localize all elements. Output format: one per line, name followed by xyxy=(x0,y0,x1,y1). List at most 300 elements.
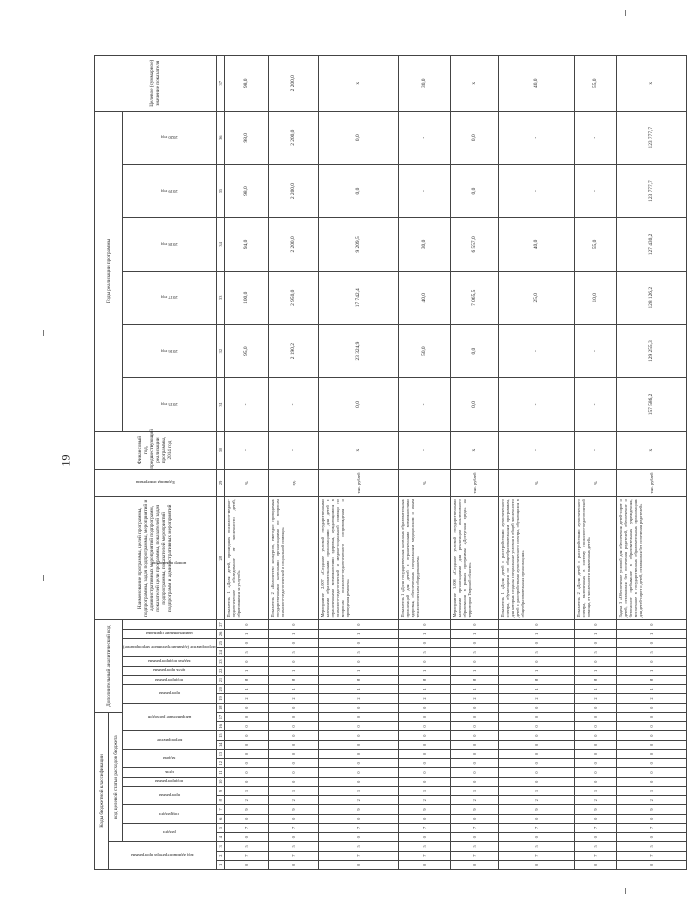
code-digit: 8 xyxy=(318,675,398,684)
column-number: 19 xyxy=(216,694,224,703)
code-digit: 1 xyxy=(318,786,398,795)
column-number: 22 xyxy=(216,666,224,675)
column-number-row xyxy=(216,56,224,870)
row-year-value: 9 209,5 xyxy=(318,218,398,271)
row-year-value: - xyxy=(268,378,318,431)
row-fin-year: - xyxy=(574,431,616,469)
row-year-value: 0,0 xyxy=(318,164,398,217)
code-digit: 0 xyxy=(498,712,574,721)
code-digit: 0 xyxy=(224,657,268,666)
code-digit: 0 xyxy=(616,712,686,721)
row-year-value: 123 777,7 xyxy=(616,164,686,217)
row-name: Показатель 2 «Количество конкурсов, ежегодно проводимых государственными казенными организациями по вопросам психолого-педагогической и социальной помощи» xyxy=(268,497,318,620)
row-year-value: - xyxy=(498,111,574,164)
column-number: 29 xyxy=(216,469,224,497)
tsel-header: цель xyxy=(164,770,174,776)
row-year-value: 100,0 xyxy=(224,271,268,324)
row-year-value: 2 950,0 xyxy=(268,271,318,324)
code-digit: 0 xyxy=(574,703,616,712)
code-digit: 7 xyxy=(398,823,450,832)
code-digit: 0 xyxy=(498,740,574,749)
code-digit: 9 xyxy=(318,805,398,814)
year-2018-header: 2018 год xyxy=(160,241,178,247)
year-2015-header: 2015 год xyxy=(160,401,178,407)
year-2019-header: 2019 год xyxy=(160,188,178,194)
codes-group-header: Коды бюджетной классификации xyxy=(95,712,109,869)
code-digit: 0 xyxy=(574,620,616,629)
code-digit: 0 xyxy=(616,749,686,758)
column-number: 13 xyxy=(216,749,224,758)
code-digit: 8 xyxy=(498,675,574,684)
code-digit: 0 xyxy=(450,740,498,749)
code-digit: 1 xyxy=(616,666,686,675)
code-digit: 1 xyxy=(616,629,686,638)
table-row xyxy=(224,56,268,870)
code-digit: 2 xyxy=(224,796,268,805)
unit-column-header: Единица измерения xyxy=(135,480,175,486)
row-unit: % xyxy=(398,469,450,497)
code-digit: 0 xyxy=(498,749,574,758)
code-digit: 2 xyxy=(574,796,616,805)
table-row xyxy=(574,56,616,870)
code-digit: 0 xyxy=(398,722,450,731)
code-digit: 1 xyxy=(398,786,450,795)
code-digit: 0 xyxy=(574,639,616,648)
row-target: х xyxy=(616,56,686,112)
binding-mark xyxy=(43,575,44,581)
row-year-value: 25,0 xyxy=(498,271,574,324)
analytic-group-header: Дополнительный аналитический код xyxy=(95,620,123,712)
code-digit: 0 xyxy=(574,759,616,768)
row-name: Показатель 2 «Доля детей с расстройствами аутистического спектра, включенных в систему психолого-педагогической помощи, от численности выявленных детей» xyxy=(574,497,616,620)
row-fin-year: х xyxy=(450,431,498,469)
code-digit: 7 xyxy=(574,851,616,860)
code-digit: 0 xyxy=(498,860,574,869)
column-number: 11 xyxy=(216,768,224,777)
column-number: 33 xyxy=(216,271,224,324)
row-unit: % xyxy=(224,469,268,497)
code-digit: 0 xyxy=(224,731,268,740)
code-digit: 5 xyxy=(450,842,498,851)
row-year-value: 2 200,0 xyxy=(268,218,318,271)
razdel-header: раздел xyxy=(162,830,176,836)
column-number: 5 xyxy=(216,823,224,832)
row-unit: тыс. рублей xyxy=(318,469,398,497)
code-digit: 0 xyxy=(224,768,268,777)
binding-mark xyxy=(625,10,626,16)
column-number: 20 xyxy=(216,685,224,694)
code-digit: 8 xyxy=(398,675,450,684)
code-digit: 1 xyxy=(224,629,268,638)
code-digit: 0 xyxy=(318,657,398,666)
row-target: 2 200,0 xyxy=(268,56,318,112)
code-digit: 1 xyxy=(450,629,498,638)
column-number: 26 xyxy=(216,629,224,638)
code-digit: 0 xyxy=(450,860,498,869)
code-digit: 0 xyxy=(318,814,398,823)
code-digit: 0 xyxy=(224,860,268,869)
code-digit: 0 xyxy=(224,814,268,823)
code-digit: 2 xyxy=(398,694,450,703)
code-digit: 5 xyxy=(498,842,574,851)
table-row xyxy=(268,56,318,870)
row-name: Показатель 1 «Доля детей с расстройствами аутистического спектра, обучающихся по общеобразовательным программам, для которых созданы специальные условия в общей численности детей с расстройствами аутистического спектра, обучающихся в общеобразовательных организациях» xyxy=(498,497,574,620)
table-row xyxy=(450,56,498,870)
code-digit: 0 xyxy=(268,749,318,758)
code-digit: 0 xyxy=(616,620,686,629)
table-row xyxy=(398,56,450,870)
row-target: х xyxy=(318,56,398,112)
row-year-value: 0,0 xyxy=(318,111,398,164)
column-number: 2 xyxy=(216,851,224,860)
row-fin-year: - xyxy=(398,431,450,469)
row-year-value: 50,0 xyxy=(398,324,450,377)
code-digit: 0 xyxy=(574,712,616,721)
code-digit: 0 xyxy=(398,639,450,648)
code-digit: 0 xyxy=(268,833,318,842)
code-digit: 8 xyxy=(616,675,686,684)
code-digit: 0 xyxy=(398,814,450,823)
row-year-value: 23 324,9 xyxy=(318,324,398,377)
code-digit: 0 xyxy=(616,777,686,786)
code-digit: 0 xyxy=(398,740,450,749)
code-digit: 7 xyxy=(268,823,318,832)
table-row xyxy=(318,56,398,870)
code-digit: 2 xyxy=(398,796,450,805)
row-unit: тыс. рублей xyxy=(616,469,686,497)
code-digit: 0 xyxy=(450,759,498,768)
code-digit: 0 xyxy=(498,759,574,768)
code-digit: 1 xyxy=(574,666,616,675)
code-digit: 0 xyxy=(450,814,498,823)
code-digit: 0 xyxy=(450,833,498,842)
code-digit: 0 xyxy=(616,759,686,768)
row-name: Мероприятие 2.007 «Создание условий государственными казенными образовательными организациями для детей с ограниченными возможностями здоровья, нуждающимися в психолого-педагогической и медико-социальной помощи по вопросам психолого-педагогического сопровождения и проведения ремонта» xyxy=(318,497,398,620)
code-digit: 0 xyxy=(268,768,318,777)
code-digit: 0 xyxy=(318,620,398,629)
row-year-value: 40,0 xyxy=(498,218,574,271)
code-digit: 0 xyxy=(498,768,574,777)
row-year-value: - xyxy=(498,378,574,431)
code-digit: 7 xyxy=(268,851,318,860)
code-digit: 0 xyxy=(574,722,616,731)
code-digit: 0 xyxy=(224,777,268,786)
row-year-value: 2 190,2 xyxy=(268,324,318,377)
row-year-value: 2 200,0 xyxy=(268,164,318,217)
code-digit: 1 xyxy=(616,786,686,795)
code-digit: 5 xyxy=(318,842,398,851)
column-number: 34 xyxy=(216,218,224,271)
column-number: 9 xyxy=(216,786,224,795)
code-digit: 0 xyxy=(318,759,398,768)
code-digit: 0 xyxy=(398,777,450,786)
code-digit: 0 xyxy=(574,777,616,786)
code-digit: 8 xyxy=(224,675,268,684)
row-year-value: 98,0 xyxy=(224,111,268,164)
code-digit: 1 xyxy=(318,685,398,694)
code-digit: 0 xyxy=(616,657,686,666)
code-digit: 0 xyxy=(450,768,498,777)
column-number: 12 xyxy=(216,759,224,768)
code-digit: 1 xyxy=(450,666,498,675)
page-number: 19 xyxy=(58,454,73,467)
an-zadacha-header: задача подпрограммы xyxy=(147,659,191,665)
code-digit: 0 xyxy=(268,620,318,629)
code-digit: 0 xyxy=(318,833,398,842)
row-unit: % xyxy=(498,469,574,497)
code-digit: 0 xyxy=(574,657,616,666)
column-number: 32 xyxy=(216,324,224,377)
code-digit: 0 xyxy=(574,814,616,823)
code-digit: 1 xyxy=(224,666,268,675)
column-number: 31 xyxy=(216,378,224,431)
code-digit: 0 xyxy=(318,749,398,758)
code-digit: 1 xyxy=(224,786,268,795)
row-year-value: 129 255,3 xyxy=(616,324,686,377)
code-digit: 0 xyxy=(268,639,318,648)
code-digit: 9 xyxy=(450,805,498,814)
code-digit: 0 xyxy=(268,703,318,712)
code-digit: 0 xyxy=(398,768,450,777)
code-digit: 1 xyxy=(268,685,318,694)
code-digit: 0 xyxy=(268,759,318,768)
code-digit: 7 xyxy=(318,823,398,832)
code-digit: 0 xyxy=(498,639,574,648)
code-digit: 0 xyxy=(498,620,574,629)
code-digit: 0 xyxy=(224,722,268,731)
code-digit: 0 xyxy=(268,712,318,721)
code-digit: 1 xyxy=(268,629,318,638)
row-year-value: - xyxy=(224,378,268,431)
code-digit: 5 xyxy=(224,842,268,851)
code-digit: 1 xyxy=(268,666,318,675)
code-digit: 1 xyxy=(224,685,268,694)
row-name: Мероприятие 3.008 «Создание условий государственными казенными организациями для реализации инклюзивного образования в рамках программы «Доступная среда» на территории Тверской области» xyxy=(450,497,498,620)
code-digit: 0 xyxy=(574,860,616,869)
code-digit: 7 xyxy=(450,823,498,832)
code-digit: 7 xyxy=(224,823,268,832)
code-digit: 2 xyxy=(450,694,498,703)
code-digit: 2 xyxy=(498,694,574,703)
code-digit: 5 xyxy=(616,842,686,851)
code-digit: 0 xyxy=(398,860,450,869)
row-fin-year: х xyxy=(318,431,398,469)
row-year-value: - xyxy=(574,324,616,377)
code-digit: 9 xyxy=(268,805,318,814)
column-number: 17 xyxy=(216,712,224,721)
column-number: 18 xyxy=(216,703,224,712)
code-digit: 0 xyxy=(574,833,616,842)
code-digit: 0 xyxy=(318,722,398,731)
code-digit: 0 xyxy=(318,712,398,721)
row-year-value: - xyxy=(398,111,450,164)
row-year-value: 95,0 xyxy=(224,324,268,377)
code-digit: 2 xyxy=(450,796,498,805)
code-digit: 1 xyxy=(616,685,686,694)
code-digit: 0 xyxy=(318,860,398,869)
an-programma-header: программа xyxy=(158,691,180,697)
code-digit: 2 xyxy=(498,796,574,805)
code-digit: 0 xyxy=(616,768,686,777)
an-priznak-header: наименование признака xyxy=(145,631,193,637)
code-digit: 1 xyxy=(398,629,450,638)
row-target: 98,0 xyxy=(224,56,268,112)
an-nomer-header: номер показателя xyxy=(152,560,187,566)
column-number: 7 xyxy=(216,805,224,814)
meropriyatie-header: мероприятие xyxy=(156,737,182,743)
code-digit: 0 xyxy=(398,657,450,666)
code-digit: 0 xyxy=(498,657,574,666)
rotated-table-wrapper xyxy=(94,55,655,870)
code-digit: 1 xyxy=(498,685,574,694)
napravlenie-header: направление расходов xyxy=(147,714,191,720)
code-digit: 5 xyxy=(398,842,450,851)
code-digit: 0 xyxy=(616,833,686,842)
code-digit: 1 xyxy=(450,685,498,694)
year-2017-header: 2017 год xyxy=(160,295,178,301)
row-unit: % xyxy=(574,469,616,497)
code-digit: 0 xyxy=(498,777,574,786)
row-year-value: - xyxy=(398,378,450,431)
code-digit: 0 xyxy=(268,731,318,740)
column-number: 36 xyxy=(216,111,224,164)
row-fin-year: - xyxy=(498,431,574,469)
code-digit: 1 xyxy=(498,666,574,675)
code-digit: 5 xyxy=(574,648,616,657)
row-year-value: 17 742,4 xyxy=(318,271,398,324)
landscape-sheet xyxy=(94,55,655,870)
code-digit: 7 xyxy=(574,823,616,832)
code-digit: 1 xyxy=(398,666,450,675)
row-year-value: 0,0 xyxy=(450,378,498,431)
code-digit: 2 xyxy=(224,694,268,703)
row-target: х xyxy=(450,56,498,112)
code-digit: 0 xyxy=(498,814,574,823)
table-row xyxy=(616,56,686,870)
column-number: 21 xyxy=(216,675,224,684)
code-digit: 0 xyxy=(616,639,686,648)
column-number: 8 xyxy=(216,796,224,805)
code-digit: 0 xyxy=(224,712,268,721)
code-digit: 0 xyxy=(574,740,616,749)
code-digit: 7 xyxy=(616,851,686,860)
code-digit: 0 xyxy=(268,657,318,666)
column-number: 37 xyxy=(216,56,224,112)
row-year-value: 30,0 xyxy=(398,218,450,271)
code-digit: 0 xyxy=(450,620,498,629)
row-year-value: 0,0 xyxy=(450,111,498,164)
code-digit: 1 xyxy=(450,786,498,795)
code-digit: 5 xyxy=(616,648,686,657)
row-year-value: 0,0 xyxy=(450,164,498,217)
row-year-value: 127 430,2 xyxy=(616,218,686,271)
row-year-value: - xyxy=(574,378,616,431)
row-unit: тыс. рублей xyxy=(450,469,498,497)
row-year-value: - xyxy=(574,164,616,217)
code-digit: 5 xyxy=(574,842,616,851)
row-fin-year: х xyxy=(616,431,686,469)
code-digit: 9 xyxy=(498,805,574,814)
code-digit: 0 xyxy=(398,749,450,758)
code-digit: 2 xyxy=(616,796,686,805)
code-digit: 0 xyxy=(318,639,398,648)
code-digit: 0 xyxy=(616,731,686,740)
code-digit: 2 xyxy=(318,796,398,805)
code-digit: 0 xyxy=(498,833,574,842)
row-year-value: 94,0 xyxy=(224,218,268,271)
code-digit: 7 xyxy=(224,851,268,860)
column-number: 15 xyxy=(216,731,224,740)
row-year-value: 123 777,7 xyxy=(616,111,686,164)
row-name: Задача 3 «Обеспечение условий для обеспечения детей-сирот и детей, оставшихся без попечения родителей, обеспечение и безопасное пребывание в образовательных учреждениях, воспитание в государственных образовательных организациях для детей-сирот и детей, оставшихся без попечения родителей» xyxy=(616,497,686,620)
column-number: 28 xyxy=(216,497,224,620)
code-digit: 0 xyxy=(398,731,450,740)
code-digit: 2 xyxy=(574,694,616,703)
code-digit: 7 xyxy=(450,851,498,860)
row-year-value: - xyxy=(574,111,616,164)
row-target: 55,0 xyxy=(574,56,616,112)
column-number: 27 xyxy=(216,620,224,629)
code-digit: 0 xyxy=(224,749,268,758)
code-digit: 7 xyxy=(398,851,450,860)
code-digit: 0 xyxy=(450,749,498,758)
column-number: 16 xyxy=(216,722,224,731)
column-number: 24 xyxy=(216,648,224,657)
row-fin-year: - xyxy=(268,431,318,469)
row-name: Показатель 1 «Доля детей, прошедших психолого-медико-педагогическое обследование от численности детей, обратившихся за услугой» xyxy=(224,497,268,620)
binding-mark xyxy=(43,330,44,336)
code-digit: 0 xyxy=(318,740,398,749)
row-name: Показатель 1 «Доля государственных казенных образовательных организаций для детей с ограниченными возможностями здоровья, обеспеченных специальным медицинским и иным технологическим оборудованием» xyxy=(398,497,450,620)
code-digit: 7 xyxy=(498,823,574,832)
code-digit: 5 xyxy=(224,648,268,657)
an-meropriyatie-header: мероприятие (административное мероприятие) xyxy=(123,645,216,651)
row-target: 40,0 xyxy=(498,56,574,112)
code-digit: 5 xyxy=(318,648,398,657)
code-digit: 0 xyxy=(398,759,450,768)
row-unit: ед. xyxy=(268,469,318,497)
code-digit: 2 xyxy=(268,694,318,703)
row-year-value: 6 557,0 xyxy=(450,218,498,271)
code-digit: 1 xyxy=(268,786,318,795)
code-digit: 8 xyxy=(268,675,318,684)
code-digit: 0 xyxy=(318,768,398,777)
code-digit: 0 xyxy=(318,777,398,786)
code-digit: 1 xyxy=(318,666,398,675)
year-2016-header: 2016 год xyxy=(160,348,178,354)
code-digit: 0 xyxy=(398,703,450,712)
years-group-header: Годы реализации программы xyxy=(95,111,123,431)
code-digit: 0 xyxy=(224,620,268,629)
code-digit: 0 xyxy=(224,740,268,749)
row-year-value: 0,0 xyxy=(450,324,498,377)
code-digit: 0 xyxy=(574,731,616,740)
table-row xyxy=(498,56,574,870)
code-digit: 7 xyxy=(616,823,686,832)
ktsr-group-header: код целевой статьи расходов бюджета xyxy=(109,712,123,841)
code-digit: 1 xyxy=(398,685,450,694)
code-digit: 0 xyxy=(224,703,268,712)
row-fin-year: - xyxy=(224,431,268,469)
code-digit: 7 xyxy=(318,851,398,860)
year-2020-header: 2020 год xyxy=(160,135,178,141)
row-year-value: - xyxy=(498,164,574,217)
fin-year-header: Финансовый год, предшествующий реализации программы, 2014 год xyxy=(95,431,217,469)
code-digit: 0 xyxy=(616,740,686,749)
code-digit: 0 xyxy=(616,703,686,712)
code-digit: 0 xyxy=(450,703,498,712)
code-digit: 0 xyxy=(268,777,318,786)
